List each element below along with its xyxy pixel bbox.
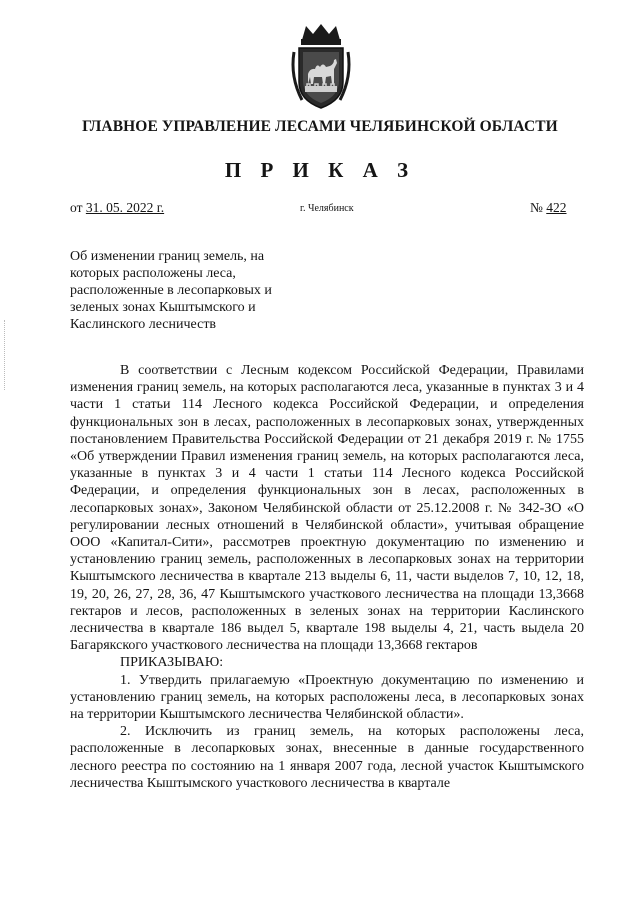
number-prefix: №: [530, 200, 543, 215]
chelyabinsk-coat-of-arms-icon: [288, 22, 354, 110]
order-date: [70, 200, 164, 216]
date-value: 31. 05. 2022 г.: [85, 200, 165, 215]
order-directive-word: ПРИКАЗЫВАЮ:: [120, 655, 224, 671]
subject-line: расположенные в лесопарковых и: [70, 283, 272, 298]
organization-title: ГЛАВНОЕ УПРАВЛЕНИЕ ЛЕСАМИ ЧЕЛЯБИНСКОЙ ОБЛАСТИ: [82, 118, 558, 135]
order-item-2: 2. Исключить из границ земель, на которых расположены леса, расположенные в лесопарковых зонах, внесенные в данные государственного лесного реестра по состоянию на 1 января 2007 года, лесной участок Кыштымского лесничества Кыштымского участкового лесничества в квартале: [70, 724, 584, 791]
order-number: [530, 200, 567, 216]
order-item-1: 1. Утвердить прилагаемую «Проектную документацию по изменению и установлению границ земель, на которых расположены леса, в лесопарковых зонах на территории Кыштымского лесничества Челябинской области».: [70, 672, 584, 723]
city-label: г. Челябинск: [300, 203, 354, 214]
number-value: 422: [546, 200, 567, 215]
date-prefix: от: [70, 200, 83, 215]
document-type-heading: П Р И К А З: [224, 158, 416, 182]
order-body: [70, 362, 584, 792]
subject-line: зеленых зонах Кыштымского и: [70, 300, 256, 315]
subject-line: которых расположены леса,: [70, 266, 236, 281]
subject-line: Об изменении границ земель, на: [70, 249, 265, 264]
order-subject: [70, 248, 300, 333]
preamble-paragraph: В соответствии с Лесным кодексом Российской Федерации, Правилами изменения границ земель, на которых располагаются леса, указанные в пунктах 3 и 4 части 1 статьи 114 Лесного кодекса Российской Федерации, и определения функциональных зон в лесах, расположенных в лесопарковых зонах, утвержденных постановлением Правительства Российской Федерации от 21 декабря 2019 г. № 1755 «Об утверждении Правил изменения границ земель, на которых располагаются леса, указанные в пунктах 3 и 4 части 1 статьи 114 Лесного кодекса Российской Федерации, и определения функциональных зон в лесах, расположенных в лесопарковых зонах», Законом Челябинской области от 25.12.2008 г. № 342-ЗО «О регулировании лесных отношений в Челябинской области», учитывая обращение ООО «Капитал-Сити», рассмотрев проектную документацию по изменению и установлению границ земель, расположенных в лесопарковых зонах на территории Кыштымского лесничества в квартале 213 выделы 6, 11, части выделов 7, 10, 12, 18, 19, 20, 26, 27, 28, 36, 47 Кыштымского участкового лесничества на площади 13,3668 гектаров и лесов, расположенных в зеленых зонах на территории Каслинского лесничества в квартале 186 выдел 5, квартале 198 выделы 4, 21, часть выдела 20 Багарякского участкового лесничества на площади 13,3668 гектаров: [70, 363, 584, 654]
scan-edge-mark: [4, 320, 6, 390]
subject-line: Каслинского лесничеств: [70, 317, 217, 332]
